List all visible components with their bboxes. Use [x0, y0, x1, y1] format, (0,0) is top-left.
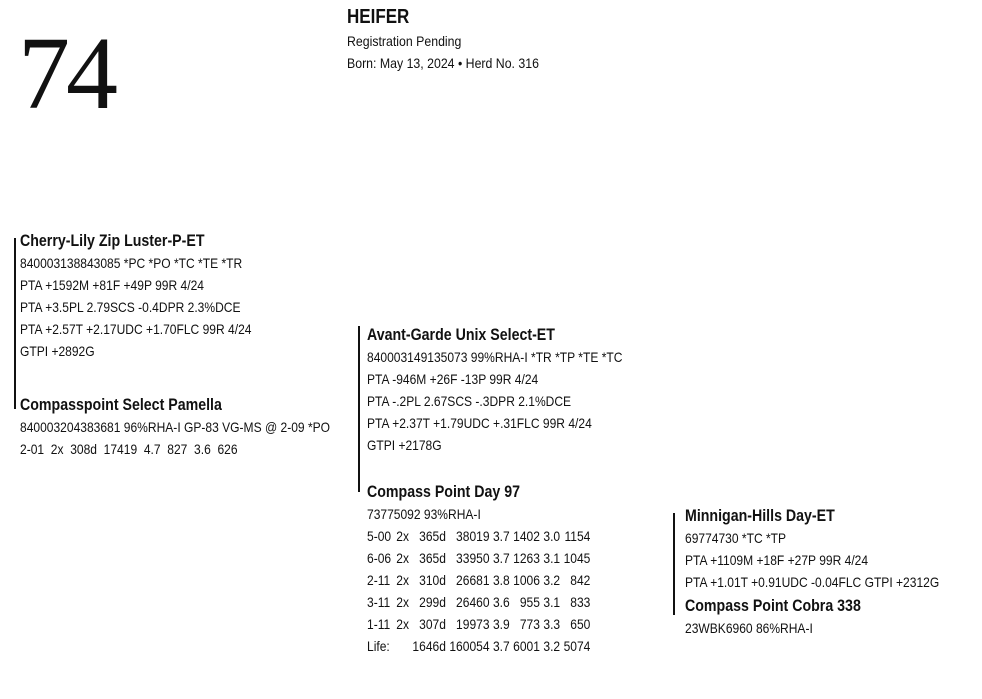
- gg-dam-line: 23WBK6960 86%RHA-I: [685, 620, 813, 636]
- record-cell: 1006: [513, 572, 540, 588]
- record-row: [367, 569, 594, 591]
- lifetime-cell: 3.7: [492, 638, 510, 654]
- gg-sire-line: PTA +1109M +18F +27P 99R 4/24: [685, 552, 869, 568]
- record-cell: 5-00: [367, 528, 392, 544]
- record-cell: 1263: [513, 550, 540, 566]
- record-cell: 365d: [419, 528, 446, 544]
- record-cell: 310d: [419, 572, 446, 588]
- record-cell: 955: [519, 594, 540, 610]
- gg-sire-line: 69774730 *TC *TP: [685, 530, 787, 546]
- dam-sire-line: PTA -.2PL 2.67SCS -.3DPR 2.1%DCE: [367, 393, 572, 409]
- dam-sire-line: 840003149135073 99%RHA-I *TR *TP *TE *TC: [367, 349, 623, 365]
- record-cell: 1-11: [367, 616, 391, 632]
- lifetime-cell: 160054: [449, 638, 490, 654]
- dam-sire-line: GTPI +2178G: [367, 437, 442, 453]
- birth-herd-line: Born: May 13, 2024 • Herd No. 316: [347, 55, 539, 71]
- record-cell: 38019: [456, 528, 490, 544]
- sire-line: PTA +2.57T +2.17UDC +1.70FLC 99R 4/24: [20, 321, 252, 337]
- lifetime-cell: Life:: [367, 638, 390, 654]
- lifetime-cell: 6001: [513, 638, 540, 654]
- record-cell: 3.3: [543, 616, 561, 632]
- record-cell: 3.0: [543, 528, 561, 544]
- gg-dam-name: Compass Point Cobra 338: [685, 597, 861, 615]
- gg-bracket: [673, 513, 675, 615]
- record-row: [367, 613, 594, 635]
- record-cell: 3.1: [543, 550, 561, 566]
- record-cell: 2x: [396, 550, 409, 566]
- record-cell: 3.8: [492, 572, 510, 588]
- dam-name: Compasspoint Select Pamella: [20, 396, 222, 414]
- gg-sire-block: [685, 505, 981, 593]
- record-cell: 26681: [456, 572, 490, 588]
- sire-block: [20, 230, 289, 362]
- record-cell: 842: [570, 572, 591, 588]
- record-cell: 2x: [396, 616, 409, 632]
- sire-line: PTA +1592M +81F +49P 99R 4/24: [20, 277, 204, 293]
- record-cell: 3.9: [492, 616, 510, 632]
- granddam-id: 73775092 93%RHA-I: [367, 506, 481, 522]
- record-cell: 3.6: [492, 594, 510, 610]
- record-cell: 1154: [564, 528, 591, 544]
- lifetime-record-row: [367, 635, 594, 657]
- dam-sire-name: Avant-Garde Unix Select-ET: [367, 326, 555, 344]
- dam-record: 2-01 2x 308d 17419 4.7 827 3.6 626: [20, 441, 238, 457]
- record-cell: 3-11: [367, 594, 391, 610]
- dam-sire-block: [367, 324, 664, 456]
- record-cell: 773: [519, 616, 540, 632]
- dam-line: 840003204383681 96%RHA-I GP-83 VG-MS @ 2-09 *PO: [20, 419, 331, 435]
- granddam-block: [367, 481, 631, 657]
- record-cell: 1402: [513, 528, 540, 544]
- dam-sire-line: PTA -946M +26F -13P 99R 4/24: [367, 371, 539, 387]
- record-cell: 3.2: [543, 572, 561, 588]
- lifetime-cell: 1646d: [412, 638, 446, 654]
- gg-sire-name: Minnigan-Hills Day-ET: [685, 507, 835, 525]
- sire-line: 840003138843085 *PC *PO *TC *TE *TR: [20, 255, 243, 271]
- record-cell: 2x: [396, 528, 409, 544]
- granddam-records-table: [367, 525, 594, 657]
- record-cell: 3.7: [492, 528, 510, 544]
- record-cell: 3.7: [492, 550, 510, 566]
- sire-dam-bracket: [14, 238, 16, 409]
- record-cell: 833: [570, 594, 591, 610]
- gg-dam-block: [685, 595, 889, 639]
- record-cell: 365d: [419, 550, 446, 566]
- lifetime-cell: 5074: [563, 638, 591, 654]
- record-cell: 19973: [456, 616, 490, 632]
- gg-sire-line: PTA +1.01T +0.91UDC -0.04FLC GTPI +2312G: [685, 574, 940, 590]
- lifetime-cell: 3.2: [543, 638, 561, 654]
- record-cell: 650: [570, 616, 591, 632]
- record-row: [367, 525, 594, 547]
- registration-status: Registration Pending: [347, 33, 462, 49]
- record-row: [367, 591, 594, 613]
- sire-line: GTPI +2892G: [20, 343, 95, 359]
- record-cell: 2x: [396, 572, 409, 588]
- record-cell: 2x: [396, 594, 409, 610]
- record-cell: 2-11: [367, 572, 391, 588]
- record-cell: 3.1: [543, 594, 561, 610]
- sire-line: PTA +3.5PL 2.79SCS -0.4DPR 2.3%DCE: [20, 299, 241, 315]
- record-cell: 6-06: [367, 550, 392, 566]
- record-cell: 33950: [456, 550, 490, 566]
- record-row: [367, 547, 594, 569]
- animal-header: [347, 4, 565, 74]
- lot-number: 74: [18, 16, 114, 131]
- sire-name: Cherry-Lily Zip Luster-P-ET: [20, 232, 205, 250]
- granddam-name: Compass Point Day 97: [367, 483, 520, 501]
- record-cell: 307d: [419, 616, 446, 632]
- record-cell: 1045: [563, 550, 591, 566]
- animal-sex: HEIFER: [347, 6, 410, 28]
- dam-sire-line: PTA +2.37T +1.79UDC +.31FLC 99R 4/24: [367, 415, 592, 431]
- record-cell: 299d: [419, 594, 446, 610]
- dam-block: [20, 394, 381, 460]
- record-cell: 26460: [456, 594, 490, 610]
